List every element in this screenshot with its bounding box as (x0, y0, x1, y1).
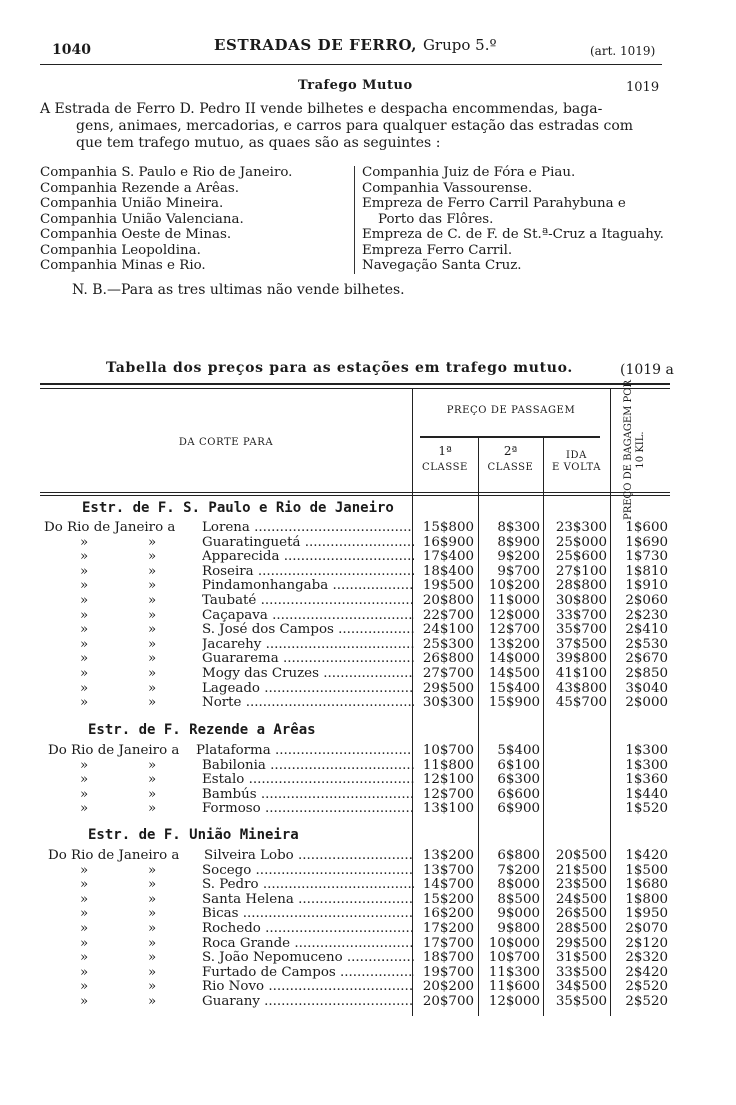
row-ditto-mark: » (148, 979, 157, 995)
row-ditto-mark: » (80, 935, 89, 951)
row-ditto-mark: » (80, 906, 89, 922)
row-price-class1: 11$800 (422, 757, 474, 773)
table-row (40, 758, 670, 773)
row-price-class2: 8$900 (497, 534, 540, 550)
row-origin: Do Rio de Janeiro a (44, 520, 176, 535)
row-ditto-mark: » (148, 666, 157, 681)
row-ditto-mark: » (148, 593, 157, 608)
row-ditto-mark: » (80, 534, 89, 550)
row-price-round: 23$300 (555, 520, 607, 535)
row-price-round: 43$800 (555, 680, 607, 696)
row-price-round: 28$500 (555, 921, 607, 936)
row-price-class1: 20$700 (422, 994, 474, 1009)
row-price-class1: 30$300 (422, 695, 474, 711)
row-price-baggage: 1$500 (625, 862, 668, 878)
row-price-class2: 9$700 (497, 563, 540, 579)
row-ditto-mark: » (148, 906, 157, 922)
row-ditto-mark: » (148, 964, 157, 980)
row-price-class2: 6$900 (497, 801, 540, 817)
table-row (40, 848, 670, 863)
row-price-class2: 13$200 (488, 636, 540, 652)
table-row (40, 994, 670, 1009)
row-destination: Roca Grande ..... (202, 936, 414, 951)
row-price-class1: 17$200 (422, 921, 474, 936)
row-ditto-mark: » (80, 862, 89, 878)
row-destination: Apparecida ..... (202, 549, 414, 564)
table-row (40, 787, 670, 802)
row-price-round: 26$500 (555, 906, 607, 922)
row-price-class1: 26$800 (422, 651, 474, 667)
row-price-class2: 6$100 (497, 757, 540, 773)
row-ditto-mark: » (148, 862, 157, 878)
row-ditto-mark: » (80, 622, 89, 638)
row-price-class2: 8$500 (497, 891, 540, 907)
row-price-class1: 17$400 (422, 549, 474, 565)
row-ditto-mark: » (80, 964, 89, 980)
row-price-round: 25$600 (555, 549, 607, 565)
company-item: Companhia S. Paulo e Rio de Janeiro. (40, 165, 293, 180)
col-header-round: IDA (566, 450, 587, 461)
row-price-class1: 27$700 (422, 666, 474, 681)
row-price-baggage: 2$120 (625, 935, 668, 951)
paragraph-line: gens, animaes, mercadorias, e carros para qualquer estação das estradas com (76, 118, 634, 134)
row-price-class2: 10$200 (488, 578, 540, 594)
row-price-class1: 13$200 (422, 848, 474, 863)
table-group-heading: Estr. de F. Rezende a Arêas (88, 722, 316, 738)
row-price-class2: 14$000 (488, 651, 540, 667)
row-price-round: 30$800 (555, 593, 607, 608)
row-destination: Guaratinguetá ..... (202, 535, 414, 550)
price-group-rule (420, 436, 600, 438)
table-row (40, 622, 670, 637)
row-destination: Estalo ..... (202, 772, 414, 787)
row-price-baggage: 1$440 (625, 786, 668, 802)
table-row (40, 666, 670, 681)
table-row (40, 950, 670, 965)
row-ditto-mark: » (148, 950, 157, 966)
row-price-class2: 12$700 (488, 622, 540, 638)
table-row (40, 681, 670, 696)
row-ditto-mark: » (80, 593, 89, 608)
table-head-bottom-rule-2 (40, 495, 670, 496)
row-destination: S. João Nepomuceno ..... (202, 950, 414, 965)
row-price-baggage: 2$060 (625, 593, 668, 608)
paragraph-line: A Estrada de Ferro D. Pedro II vende bilhetes e despacha encommendas, baga- (40, 101, 603, 117)
row-ditto-mark: » (148, 578, 157, 594)
row-destination: Pindamonhangaba ..... (202, 578, 414, 593)
table-group-heading: Estr. de F. S. Paulo e Rio de Janeiro (82, 500, 394, 516)
row-price-baggage: 2$520 (625, 979, 668, 995)
row-price-baggage: 2$530 (625, 636, 668, 652)
row-price-class2: 8$300 (497, 520, 540, 535)
table-row (40, 921, 670, 936)
table-title: Tabella dos preços para as estações em trafego mutuo. (106, 360, 574, 376)
row-price-class1: 20$800 (422, 593, 474, 608)
row-ditto-mark: » (148, 680, 157, 696)
row-price-round: 27$100 (555, 563, 607, 579)
row-price-baggage: 1$800 (625, 891, 668, 907)
table-row (40, 535, 670, 550)
row-price-baggage: 1$420 (625, 848, 668, 863)
row-price-class1: 19$700 (422, 964, 474, 980)
row-price-class2: 9$200 (497, 549, 540, 565)
row-price-round: 33$500 (555, 964, 607, 980)
row-destination: Socego ..... (202, 863, 414, 878)
row-price-round: 25$000 (555, 534, 607, 550)
company-item: Porto das Flôres. (378, 211, 494, 227)
row-price-baggage: 2$320 (625, 950, 668, 966)
table-row (40, 564, 670, 579)
row-price-round: 31$500 (555, 950, 607, 966)
row-price-round: 35$700 (555, 622, 607, 638)
row-ditto-mark: » (80, 549, 89, 565)
row-price-baggage: 1$600 (625, 520, 668, 535)
paragraph-line: que tem trafego mutuo, as quaes são as seguintes : (76, 135, 441, 151)
row-price-class2: 6$300 (497, 772, 540, 788)
row-price-class1: 13$700 (422, 862, 474, 878)
row-price-class1: 24$100 (422, 622, 474, 638)
row-ditto-mark: » (80, 877, 89, 893)
table-row (40, 578, 670, 593)
row-price-round: 33$700 (555, 607, 607, 623)
row-ditto-mark: » (80, 651, 89, 667)
row-destination: Furtado de Campos ..... (202, 965, 414, 980)
row-destination: Santa Helena ..... (202, 892, 414, 907)
row-price-class1: 13$100 (422, 801, 474, 817)
row-destination: Lageado ..... (202, 681, 414, 696)
note: N. B.—Para as tres ultimas não vende bilhetes. (72, 282, 405, 298)
row-price-baggage: 1$950 (625, 906, 668, 922)
row-ditto-mark: » (148, 921, 157, 936)
row-destination: Formoso ..... (202, 801, 414, 816)
table-ref: (1019 a (620, 362, 674, 378)
row-ditto-mark: » (148, 549, 157, 565)
row-destination: Rio Novo ..... (202, 979, 414, 994)
companies-right-list (362, 165, 664, 274)
running-title-text: ESTRADAS DE FERRO, (214, 36, 418, 54)
company-item: Companhia União Valenciana. (40, 211, 244, 227)
table-row (40, 772, 670, 787)
row-ditto-mark: » (80, 757, 89, 773)
row-price-class2: 11$600 (488, 979, 540, 995)
row-price-class1: 19$500 (422, 578, 474, 594)
company-item: Empreza Ferro Carril. (362, 242, 513, 258)
company-item: Companhia Vassourense. (362, 180, 533, 196)
row-ditto-mark: » (80, 801, 89, 817)
row-price-class2: 7$200 (497, 862, 540, 878)
table-row (40, 801, 670, 816)
row-destination: Norte ..... (202, 695, 414, 710)
row-ditto-mark: » (148, 801, 157, 817)
row-ditto-mark: » (148, 757, 157, 773)
row-ditto-mark: » (148, 935, 157, 951)
page-number: 1040 (52, 42, 91, 58)
row-price-class1: 29$500 (422, 680, 474, 696)
row-price-class2: 5$400 (497, 743, 540, 758)
row-ditto-mark: » (80, 666, 89, 681)
row-ditto-mark: » (148, 891, 157, 907)
col-header-class1: 1ª (438, 444, 452, 458)
company-item: Companhia Rezende a Arêas. (40, 180, 240, 196)
row-price-class2: 15$400 (488, 680, 540, 696)
row-price-class2: 6$800 (497, 848, 540, 863)
row-origin: Do Rio de Janeiro a (48, 848, 180, 863)
row-price-round: 20$500 (555, 848, 607, 863)
row-ditto-mark: » (80, 979, 89, 995)
row-price-baggage: 1$360 (625, 772, 668, 788)
table-row (40, 892, 670, 907)
row-price-class1: 16$900 (422, 534, 474, 550)
row-destination: Bambús ..... (202, 787, 414, 802)
row-price-class2: 11$300 (488, 964, 540, 980)
row-price-class2: 12$000 (488, 994, 540, 1009)
row-price-round: 28$800 (555, 578, 607, 594)
row-ditto-mark: » (148, 563, 157, 579)
row-ditto-mark: » (148, 772, 157, 788)
row-price-class1: 22$700 (422, 607, 474, 623)
row-destination: Lorena ..... (202, 520, 412, 535)
company-item: Companhia Leopoldina. (40, 242, 201, 258)
row-price-class2: 11$000 (488, 593, 540, 608)
row-ditto-mark: » (148, 636, 157, 652)
row-price-baggage: 2$850 (625, 666, 668, 681)
row-price-baggage: 2$070 (625, 921, 668, 936)
row-price-class1: 15$200 (422, 891, 474, 907)
row-ditto-mark: » (80, 891, 89, 907)
row-price-baggage: 1$520 (625, 801, 668, 817)
list-divider (354, 166, 355, 274)
row-price-class1: 16$200 (422, 906, 474, 922)
row-ditto-mark: » (148, 607, 157, 623)
company-item: Companhia Juiz de Fóra e Piau. (362, 165, 576, 180)
row-ditto-mark: » (148, 651, 157, 667)
row-price-round: 29$500 (555, 935, 607, 951)
row-price-baggage: 2$420 (625, 964, 668, 980)
row-price-class2: 12$000 (488, 607, 540, 623)
row-price-class2: 15$900 (488, 695, 540, 711)
table-row (40, 936, 670, 951)
running-title-group: Grupo 5.º (422, 36, 497, 54)
table-row (40, 979, 670, 994)
company-item: Navegação Santa Cruz. (362, 258, 522, 273)
row-destination: Babilonia ..... (202, 758, 414, 773)
col-header-baggage: PREÇO DE BAGAGEM POR 10 KIL. (623, 379, 646, 521)
row-price-class2: 6$600 (497, 786, 540, 802)
table-row (40, 743, 670, 758)
row-destination: Guararema ..... (202, 651, 414, 666)
section-title: Trafego Mutuo (298, 78, 413, 93)
row-ditto-mark: » (80, 921, 89, 936)
row-destination: Guarany ..... (202, 994, 414, 1009)
table-top-rule-2 (40, 388, 670, 389)
table-row (40, 593, 670, 608)
row-ditto-mark: » (80, 636, 89, 652)
table-group-heading: Estr. de F. União Mineira (88, 827, 299, 843)
row-price-class1: 14$700 (422, 877, 474, 893)
row-price-class1: 18$400 (422, 563, 474, 579)
row-price-class1: 10$700 (422, 743, 474, 758)
row-price-round: 24$500 (555, 891, 607, 907)
row-destination: Jacarehy ..... (202, 637, 414, 652)
col-header-class1-sub: CLASSE (422, 462, 468, 473)
row-destination: Caçapava ..... (202, 608, 414, 623)
col-header-round-sub: E VOLTA (551, 462, 602, 473)
section-paragraph (40, 101, 668, 152)
row-destination: Bicas ..... (202, 906, 414, 921)
col-header-class2: 2ª (503, 444, 518, 458)
row-price-class1: 15$800 (422, 520, 474, 535)
row-price-baggage: 2$520 (625, 994, 668, 1009)
row-ditto-mark: » (80, 680, 89, 696)
row-price-class1: 12$700 (422, 786, 474, 802)
row-ditto-mark: » (80, 563, 89, 579)
company-item: Companhia Minas e Rio. (40, 258, 206, 273)
article-ref: (art. 1019) (590, 44, 656, 58)
row-price-class2: 9$000 (497, 906, 540, 922)
row-destination: S. Pedro ..... (202, 877, 414, 892)
row-price-class1: 20$200 (422, 979, 474, 995)
row-price-baggage: 2$670 (625, 651, 668, 667)
row-price-class1: 18$700 (422, 950, 474, 966)
row-ditto-mark: » (80, 994, 89, 1009)
row-price-baggage: 1$730 (625, 549, 668, 565)
row-ditto-mark: » (148, 534, 157, 550)
table-row (40, 965, 670, 980)
table-head-bottom-rule (40, 492, 670, 493)
row-price-baggage: 2$000 (625, 695, 668, 711)
row-price-round: 41$100 (555, 666, 607, 681)
row-price-baggage: 2$410 (625, 622, 668, 638)
row-ditto-mark: » (148, 994, 157, 1009)
row-price-baggage: 1$300 (625, 757, 668, 773)
row-destination: S. José dos Campos ..... (202, 622, 414, 637)
row-price-round: 45$700 (555, 695, 607, 711)
row-ditto-mark: » (80, 578, 89, 594)
table-row (40, 877, 670, 892)
row-destination: Mogy das Cruzes ..... (202, 666, 414, 681)
row-price-round: 37$500 (555, 636, 607, 652)
row-price-class1: 17$700 (422, 935, 474, 951)
row-price-baggage: 1$910 (625, 578, 668, 594)
row-ditto-mark: » (80, 695, 89, 711)
row-ditto-mark: » (80, 786, 89, 802)
row-price-class1: 25$300 (422, 636, 474, 652)
row-destination: Plataforma ..... (196, 743, 412, 758)
col-header-from: DA CORTE PARA (178, 437, 274, 448)
row-price-baggage: 1$300 (625, 743, 668, 758)
row-destination: Rochedo ..... (202, 921, 414, 936)
row-origin: Do Rio de Janeiro a (48, 743, 180, 758)
row-ditto-mark: » (80, 607, 89, 623)
row-price-class2: 10$700 (488, 950, 540, 966)
row-price-baggage: 1$810 (625, 563, 668, 579)
table-row (40, 608, 670, 623)
row-price-class2: 9$800 (497, 921, 540, 936)
running-title (214, 36, 497, 54)
row-ditto-mark: » (148, 695, 157, 711)
row-price-class2: 10$000 (488, 935, 540, 951)
row-ditto-mark: » (80, 772, 89, 788)
row-ditto-mark: » (148, 877, 157, 893)
row-price-round: 34$500 (555, 979, 607, 995)
row-price-class2: 14$500 (488, 666, 540, 681)
header-rule (40, 64, 662, 65)
section-number: 1019 (626, 80, 660, 95)
table-row (40, 637, 670, 652)
row-price-round: 39$800 (555, 651, 607, 667)
table-row (40, 695, 670, 710)
table-top-rule (40, 383, 670, 385)
table-row (40, 549, 670, 564)
company-item: Companhia União Mineira. (40, 196, 224, 211)
company-item: Empreza de C. de F. de St.ª-Cruz a Itaguahy. (362, 227, 664, 242)
row-ditto-mark: » (80, 950, 89, 966)
row-destination: Silveira Lobo ..... (204, 848, 412, 863)
table-row (40, 520, 670, 535)
table-row (40, 651, 670, 666)
row-price-class2: 8$000 (497, 877, 540, 893)
table-row (40, 863, 670, 878)
row-price-baggage: 1$680 (625, 877, 668, 893)
col-header-class2-sub: CLASSE (487, 462, 534, 473)
row-price-baggage: 1$690 (625, 534, 668, 550)
col-header-price: PREÇO DE PASSAGEM (446, 405, 576, 416)
row-price-baggage: 3$040 (625, 680, 668, 696)
row-ditto-mark: » (148, 786, 157, 802)
row-destination: Taubaté ..... (202, 593, 414, 608)
row-price-class1: 12$100 (422, 772, 474, 788)
row-price-round: 23$500 (555, 877, 607, 893)
row-price-baggage: 2$230 (625, 607, 668, 623)
row-destination: Roseira ..... (202, 564, 414, 579)
row-ditto-mark: » (148, 622, 157, 638)
table-row (40, 906, 670, 921)
row-price-round: 21$500 (555, 862, 607, 878)
companies-left-list (40, 165, 292, 274)
company-item: Companhia Oeste de Minas. (40, 227, 232, 242)
row-price-round: 35$500 (555, 994, 607, 1009)
company-item: Empreza de Ferro Carril Parahybuna e (362, 196, 626, 211)
